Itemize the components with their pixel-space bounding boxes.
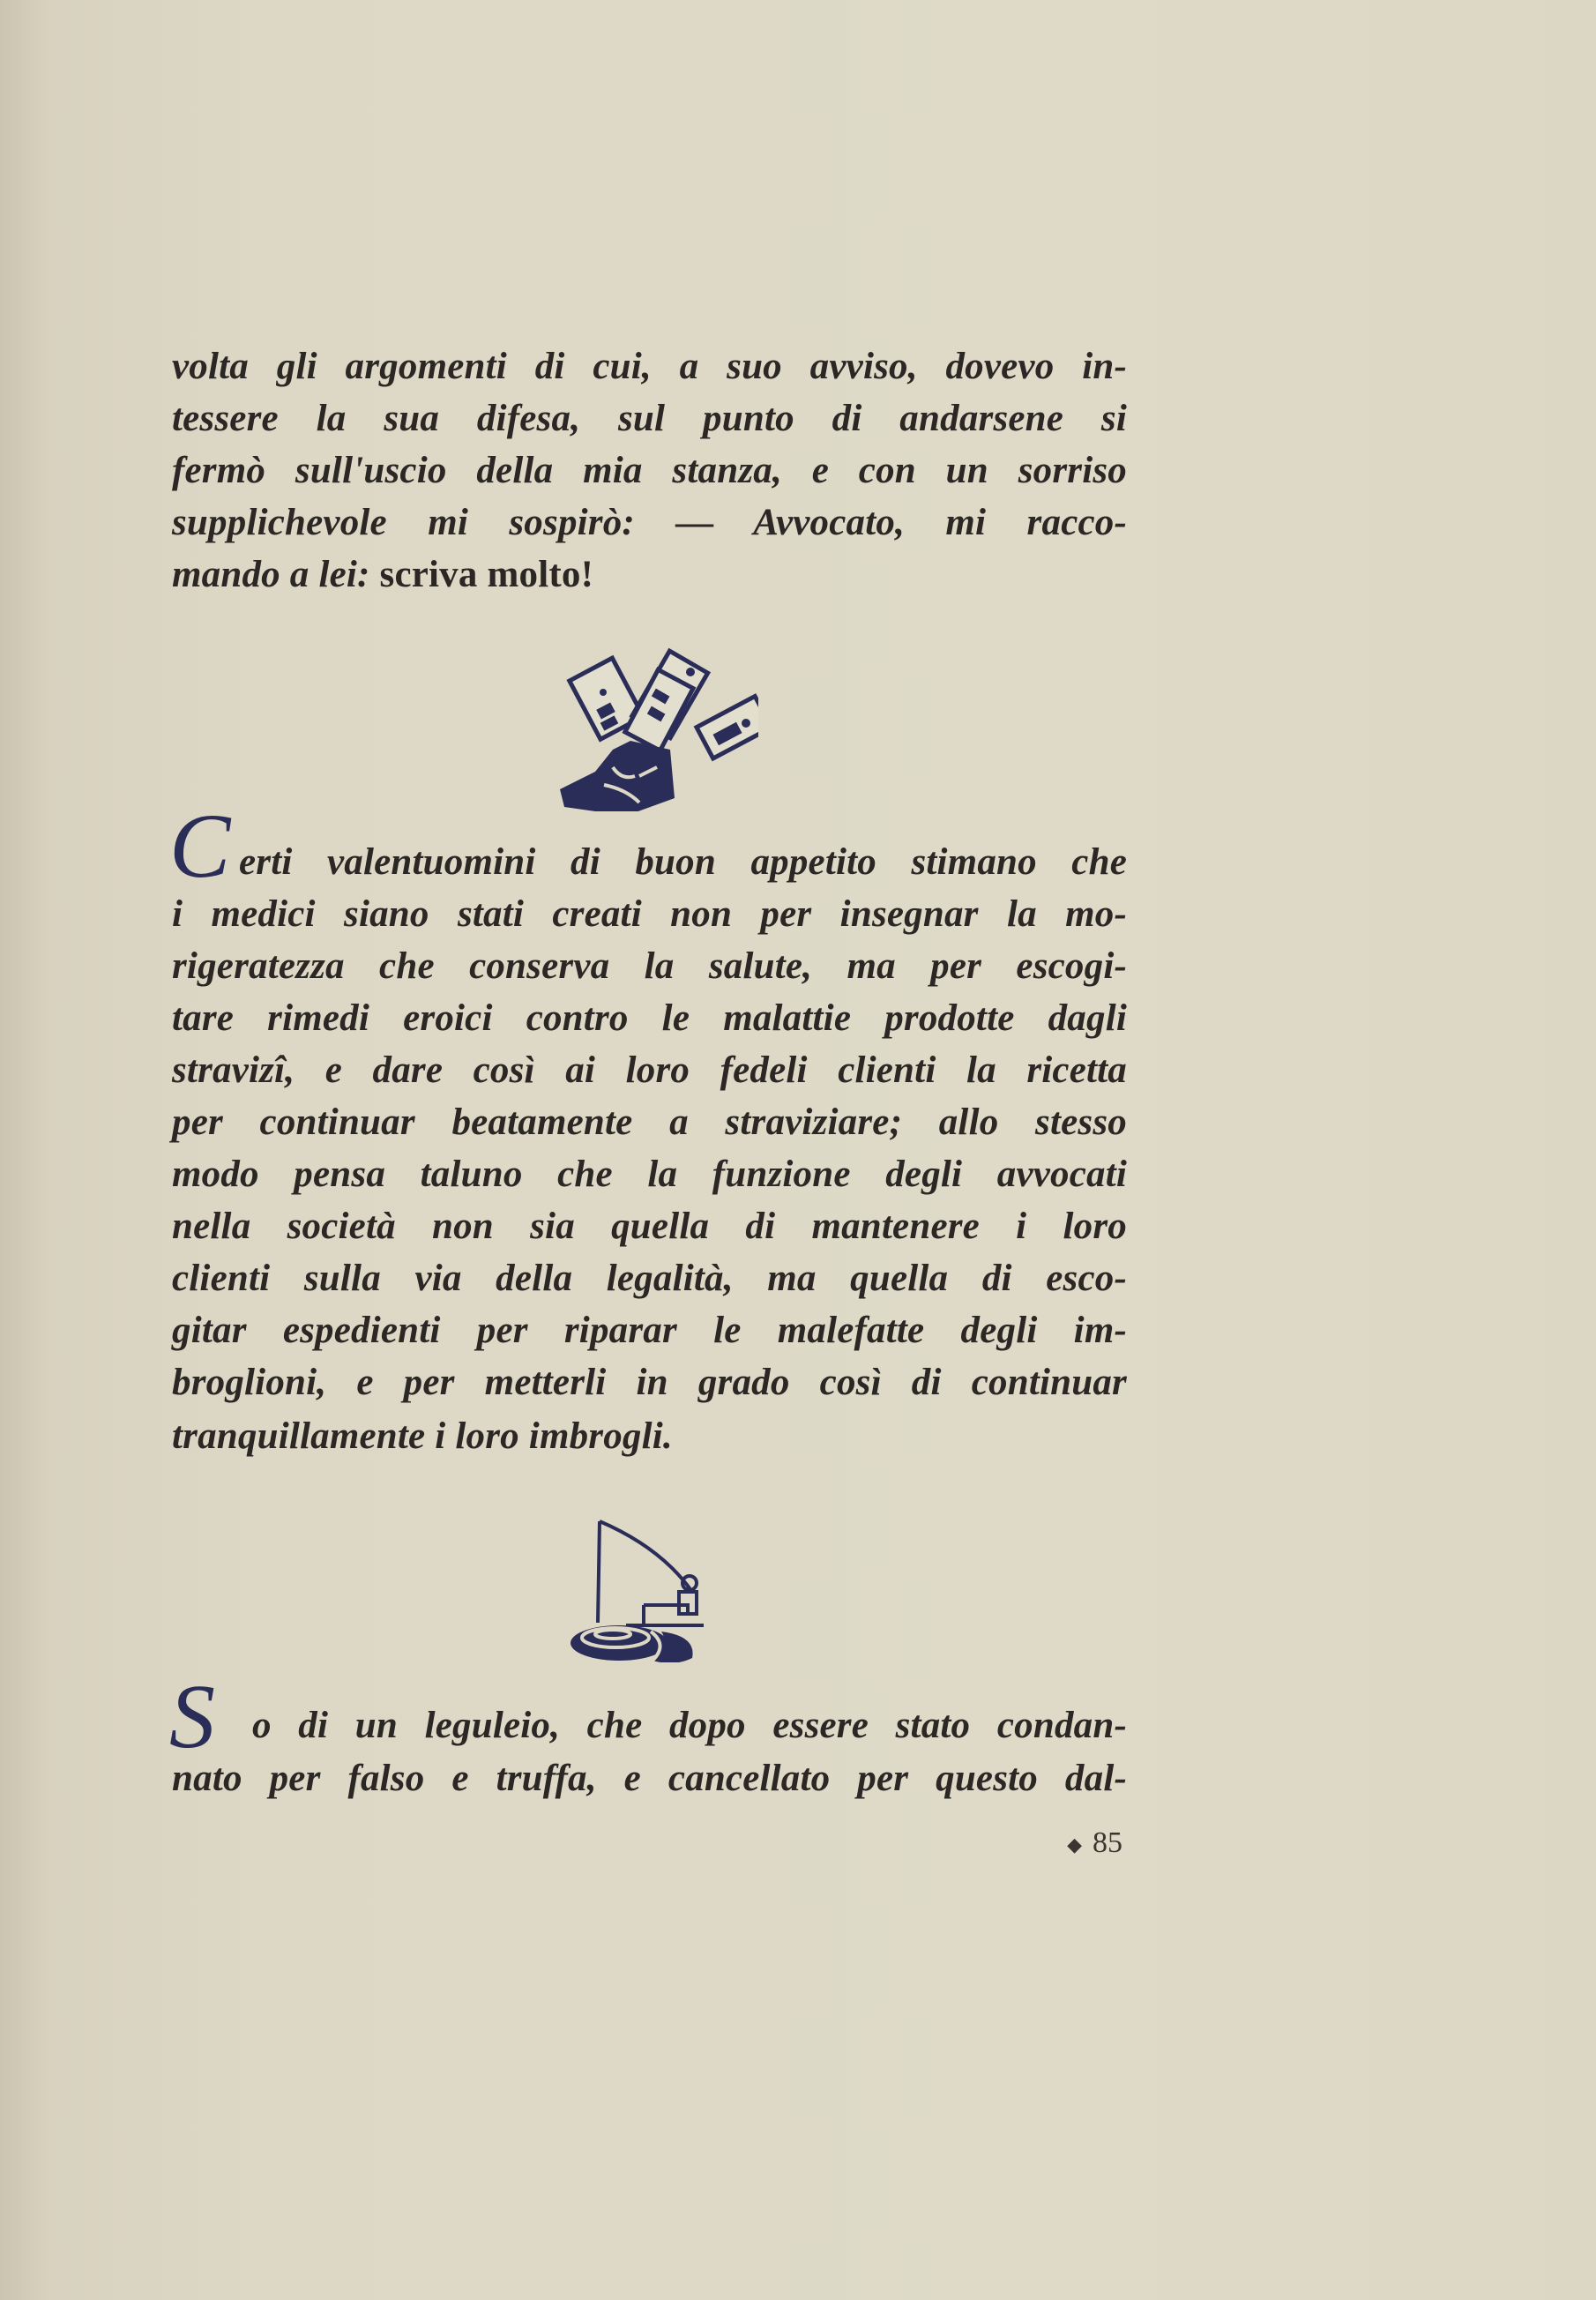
page-number-value: 85 <box>1093 1826 1122 1859</box>
text-line: broglioni, e per metterli in grado così di continuar <box>172 1362 1127 1403</box>
typewriter-with-flying-cards-icon <box>529 644 758 811</box>
text-line: stravizî, e dare così ai loro fedeli clienti la ricetta <box>172 1049 1127 1091</box>
text-line: supplichevole mi sospirò: — Avvocato, mi racco- <box>172 502 1127 543</box>
text-line: o di un leguleio, che dopo essere stato condan- <box>252 1705 1127 1746</box>
text-line: modo pensa taluno che la funzione degli avvocati <box>172 1154 1127 1195</box>
drop-cap: S <box>169 1666 215 1767</box>
text-line: volta gli argomenti di cui, a suo avviso, dovevo in- <box>172 346 1127 387</box>
text-line: tare rimedi eroici contro le malattie prodotte dagli <box>172 997 1127 1039</box>
text-line: i medici siano stati creati non per insegnar la mo- <box>172 893 1127 935</box>
drop-cap: C <box>169 795 231 897</box>
text-line: erti valentuomini di buon appetito stimano che <box>239 841 1127 883</box>
text-italic: mando a lei: <box>172 554 370 595</box>
text-line: nella società non sia quella di mantenere i loro <box>172 1206 1127 1247</box>
page-number <box>1067 1826 1122 1861</box>
text-line: tranquillamente i loro imbrogli. <box>172 1415 673 1457</box>
text-line: gitar espedienti per riparar le malefatte degli im- <box>172 1310 1127 1351</box>
text-line: clienti sulla via della legalità, ma quella di esco- <box>172 1258 1127 1299</box>
fisherman-icon <box>564 1504 714 1662</box>
text-line: tessere la sua difesa, sul punto di andarsene si <box>172 398 1127 439</box>
text-roman: scriva molto! <box>369 554 594 595</box>
text-line <box>172 549 1127 601</box>
text-line: nato per falso e truffa, e cancellato per questo dal- <box>172 1758 1127 1799</box>
text-line: rigeratezza che conserva la salute, ma per escogi- <box>172 945 1127 987</box>
ornament-icon: ◆ <box>1067 1833 1082 1856</box>
text-line: per continuar beatamente a straviziare; allo stesso <box>172 1101 1127 1143</box>
text-line: fermò sull'uscio della mia stanza, e con un sorriso <box>172 450 1127 491</box>
